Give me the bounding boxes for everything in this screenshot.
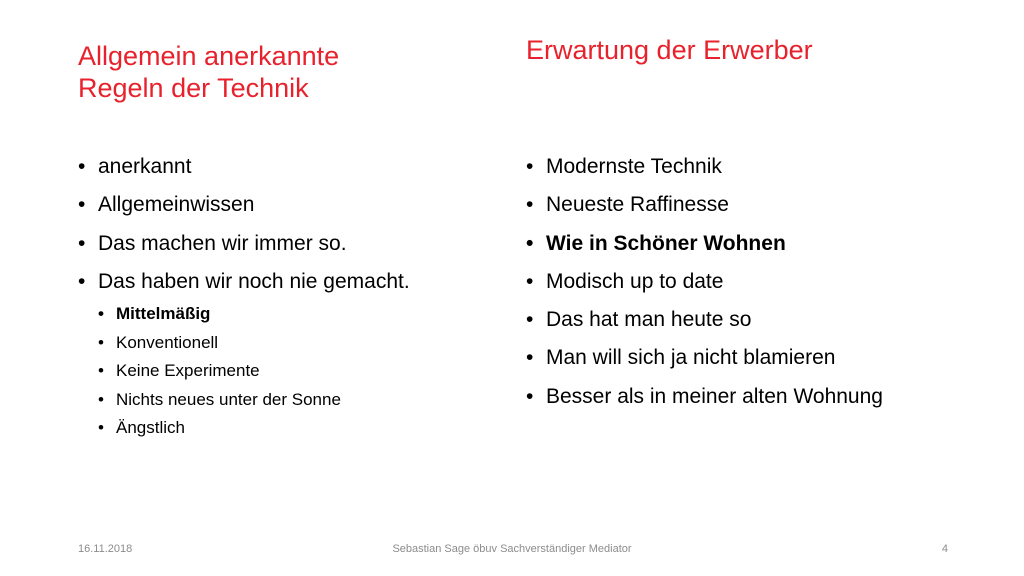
list-item	[526, 270, 986, 294]
sub-list-container	[78, 304, 498, 438]
sub-bullet-list	[78, 304, 498, 438]
list-item-text: Das haben wir noch nie gemacht.	[98, 269, 410, 293]
sub-list-item	[78, 361, 498, 381]
list-item	[526, 193, 986, 217]
bullet-icon: •	[78, 231, 86, 255]
sub-list-item-text: Ängstlich	[116, 418, 185, 438]
page-number: 4	[941, 543, 948, 555]
list-item	[526, 308, 986, 332]
list-item	[526, 155, 986, 179]
bullet-icon: •	[98, 389, 104, 409]
list-item-text: Modisch up to date	[546, 269, 724, 293]
list-item-text: Neueste Raffinesse	[546, 193, 729, 217]
bullet-icon: •	[98, 361, 104, 381]
sub-list-item	[78, 304, 498, 324]
list-item-text: Modernste Technik	[546, 155, 722, 178]
bullet-icon: •	[526, 193, 534, 217]
list-item	[78, 155, 498, 179]
list-item	[78, 270, 498, 294]
right-column-title: Erwartung der Erwerber	[526, 35, 813, 65]
right-bullet-list	[526, 155, 986, 423]
list-item-text: Besser als in meiner alten Wohnung	[546, 384, 883, 408]
bullet-icon: •	[526, 155, 534, 178]
bullet-icon: •	[98, 304, 104, 324]
list-item	[526, 346, 986, 370]
bullet-icon: •	[526, 384, 534, 408]
list-item	[526, 385, 986, 409]
left-column-title	[78, 40, 458, 104]
list-item-text: Allgemeinwissen	[98, 193, 255, 217]
sub-list-item	[78, 418, 498, 438]
list-item-text: anerkannt	[98, 155, 192, 178]
bullet-icon: •	[526, 346, 534, 370]
left-bullet-list	[78, 155, 498, 447]
left-title-line-1: Allgemein anerkannte	[78, 41, 340, 71]
sub-list-item-text: Nichts neues unter der Sonne	[116, 389, 341, 409]
sub-list-item-text: Keine Experimente	[116, 361, 260, 381]
bullet-icon: •	[78, 193, 86, 217]
bullet-icon: •	[526, 308, 534, 332]
bullet-icon: •	[98, 418, 104, 438]
sub-list-item	[78, 390, 498, 410]
list-item-text: Das machen wir immer so.	[98, 231, 347, 255]
list-item-text: Man will sich ja nicht blamieren	[546, 346, 836, 370]
sub-list-item	[78, 333, 498, 353]
bullet-icon: •	[98, 332, 104, 352]
left-title-line-2: Regeln der Technik	[78, 73, 309, 103]
list-item-text: Das hat man heute so	[546, 308, 752, 332]
bullet-icon: •	[526, 231, 534, 255]
bullet-icon: •	[526, 269, 534, 293]
sub-list-item-text: Mittelmäßig	[116, 304, 211, 324]
list-item	[78, 232, 498, 256]
footer-author: Sebastian Sage öbuv Sachverständiger Mediator	[392, 543, 632, 555]
list-item	[78, 193, 498, 217]
footer-date: 16.11.2018	[78, 543, 133, 555]
list-item	[526, 232, 986, 256]
sub-list-item-text: Konventionell	[116, 332, 219, 352]
list-item-text: Wie in Schöner Wohnen	[546, 231, 786, 255]
bullet-icon: •	[78, 155, 86, 178]
bullet-icon: •	[78, 269, 86, 293]
